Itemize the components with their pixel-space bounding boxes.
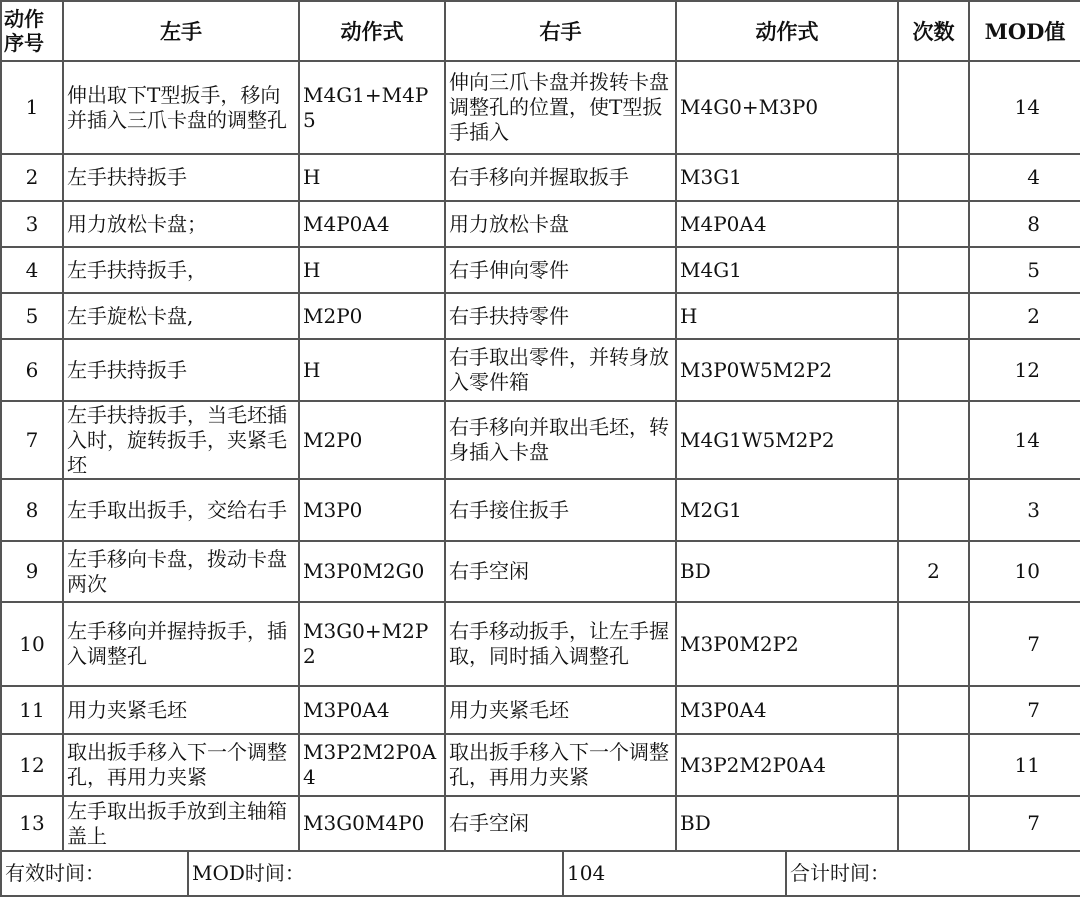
count xyxy=(898,479,969,541)
step-number: 3 xyxy=(1,201,63,247)
mod-value: 3 xyxy=(969,479,1080,541)
table-row xyxy=(1,61,1080,154)
step-number: 8 xyxy=(1,479,63,541)
header-left-hand: 左手 xyxy=(63,1,299,61)
step-number: 11 xyxy=(1,686,63,734)
right-hand-code: M3P2M2P0A4 xyxy=(676,734,898,796)
right-hand-action: 右手空闲 xyxy=(445,796,676,851)
left-hand-code: M3P2M2P0A4 xyxy=(299,734,445,796)
right-hand-code: M4G1W5M2P2 xyxy=(676,401,898,479)
header-row xyxy=(1,1,1080,61)
header-left-code: 动作式 xyxy=(299,1,445,61)
table-row xyxy=(1,339,1080,401)
right-hand-action: 伸向三爪卡盘并拨转卡盘调整孔的位置，使T型扳手插入 xyxy=(445,61,676,154)
step-number: 4 xyxy=(1,247,63,293)
right-hand-action: 取出扳手移入下一个调整孔，再用力夹紧 xyxy=(445,734,676,796)
count xyxy=(898,734,969,796)
left-hand-action: 左手旋松卡盘, xyxy=(63,293,299,339)
mod-value: 7 xyxy=(969,602,1080,686)
right-hand-code: M3P0M2P2 xyxy=(676,602,898,686)
table-row xyxy=(1,796,1080,851)
left-hand-code: M3G0M4P0 xyxy=(299,796,445,851)
count: 2 xyxy=(898,541,969,602)
mod-value: 14 xyxy=(969,401,1080,479)
count xyxy=(898,339,969,401)
left-hand-action: 左手移向卡盘，拨动卡盘两次 xyxy=(63,541,299,602)
table-row xyxy=(1,479,1080,541)
mod-total-value: 104 xyxy=(563,851,786,896)
left-hand-code: M3P0A4 xyxy=(299,686,445,734)
count xyxy=(898,154,969,201)
table-row xyxy=(1,293,1080,339)
mod-value: 10 xyxy=(969,541,1080,602)
left-hand-code: M3P0M2G0 xyxy=(299,541,445,602)
left-hand-code: M4P0A4 xyxy=(299,201,445,247)
table-row xyxy=(1,201,1080,247)
left-hand-action: 左手扶持扳手，当毛坯插入时，旋转扳手，夹紧毛坯 xyxy=(63,401,299,479)
step-number: 5 xyxy=(1,293,63,339)
right-hand-code: M4G0+M3P0 xyxy=(676,61,898,154)
mod-value: 8 xyxy=(969,201,1080,247)
right-hand-action: 右手扶持零件 xyxy=(445,293,676,339)
mod-value: 11 xyxy=(969,734,1080,796)
left-hand-action: 伸出取下T型扳手，移向并插入三爪卡盘的调整孔 xyxy=(63,61,299,154)
mod-value: 4 xyxy=(969,154,1080,201)
left-hand-code: M2P0 xyxy=(299,401,445,479)
table-row xyxy=(1,401,1080,479)
left-hand-action: 左手扶持扳手 xyxy=(63,154,299,201)
count xyxy=(898,201,969,247)
right-hand-code: M3P0A4 xyxy=(676,686,898,734)
left-hand-code: M2P0 xyxy=(299,293,445,339)
table-row xyxy=(1,541,1080,602)
left-hand-action: 左手取出扳手，交给右手 xyxy=(63,479,299,541)
count xyxy=(898,61,969,154)
count xyxy=(898,796,969,851)
mod-value: 5 xyxy=(969,247,1080,293)
left-hand-code: H xyxy=(299,247,445,293)
right-hand-action: 右手移向并取出毛坯，转身插入卡盘 xyxy=(445,401,676,479)
count xyxy=(898,293,969,339)
right-hand-action: 用力夹紧毛坯 xyxy=(445,686,676,734)
right-hand-action: 右手移动扳手，让左手握取，同时插入调整孔 xyxy=(445,602,676,686)
right-hand-code: M2G1 xyxy=(676,479,898,541)
left-hand-code: H xyxy=(299,339,445,401)
mod-value: 12 xyxy=(969,339,1080,401)
left-hand-code: H xyxy=(299,154,445,201)
left-hand-action: 左手移向并握持扳手，插入调整孔 xyxy=(63,602,299,686)
header-mod-value: MOD值 xyxy=(969,1,1080,61)
left-hand-action: 左手取出扳手放到主轴箱盖上 xyxy=(63,796,299,851)
mod-time-label: MOD时间： xyxy=(188,851,563,896)
right-hand-action: 用力放松卡盘 xyxy=(445,201,676,247)
effective-time-label: 有效时间： xyxy=(1,851,188,896)
step-number: 13 xyxy=(1,796,63,851)
step-number: 6 xyxy=(1,339,63,401)
count xyxy=(898,686,969,734)
total-time-label: 合计时间： xyxy=(786,851,1080,896)
right-hand-code: H xyxy=(676,293,898,339)
header-count: 次数 xyxy=(898,1,969,61)
count xyxy=(898,401,969,479)
table-row xyxy=(1,734,1080,796)
count xyxy=(898,602,969,686)
right-hand-code: M4P0A4 xyxy=(676,201,898,247)
table-row xyxy=(1,686,1080,734)
step-number: 1 xyxy=(1,61,63,154)
left-hand-code: M4G1+M4P5 xyxy=(299,61,445,154)
table-row xyxy=(1,247,1080,293)
right-hand-code: BD xyxy=(676,796,898,851)
table-row xyxy=(1,602,1080,686)
left-hand-code: M3G0+M2P2 xyxy=(299,602,445,686)
header-step-no: 动作序号 xyxy=(1,1,63,61)
left-hand-action: 用力放松卡盘； xyxy=(63,201,299,247)
summary-row xyxy=(0,850,1080,897)
step-number: 10 xyxy=(1,602,63,686)
table-row xyxy=(1,154,1080,201)
right-hand-action: 右手取出零件，并转身放入零件箱 xyxy=(445,339,676,401)
left-hand-action: 用力夹紧毛坯 xyxy=(63,686,299,734)
header-right-hand: 右手 xyxy=(445,1,676,61)
step-number: 7 xyxy=(1,401,63,479)
left-hand-action: 左手扶持扳手， xyxy=(63,247,299,293)
right-hand-code: M3P0W5M2P2 xyxy=(676,339,898,401)
right-hand-action: 右手空闲 xyxy=(445,541,676,602)
right-hand-action: 右手移向并握取扳手 xyxy=(445,154,676,201)
mod-value: 14 xyxy=(969,61,1080,154)
left-hand-action: 左手扶持扳手 xyxy=(63,339,299,401)
left-hand-code: M3P0 xyxy=(299,479,445,541)
right-hand-code: M3G1 xyxy=(676,154,898,201)
step-number: 9 xyxy=(1,541,63,602)
mod-value: 2 xyxy=(969,293,1080,339)
right-hand-code: M4G1 xyxy=(676,247,898,293)
right-hand-action: 右手接住扳手 xyxy=(445,479,676,541)
mod-value: 7 xyxy=(969,796,1080,851)
header-right-code: 动作式 xyxy=(676,1,898,61)
right-hand-action: 右手伸向零件 xyxy=(445,247,676,293)
left-hand-action: 取出扳手移入下一个调整孔，再用力夹紧 xyxy=(63,734,299,796)
step-number: 12 xyxy=(1,734,63,796)
right-hand-code: BD xyxy=(676,541,898,602)
count xyxy=(898,247,969,293)
step-number: 2 xyxy=(1,154,63,201)
mod-value: 7 xyxy=(969,686,1080,734)
